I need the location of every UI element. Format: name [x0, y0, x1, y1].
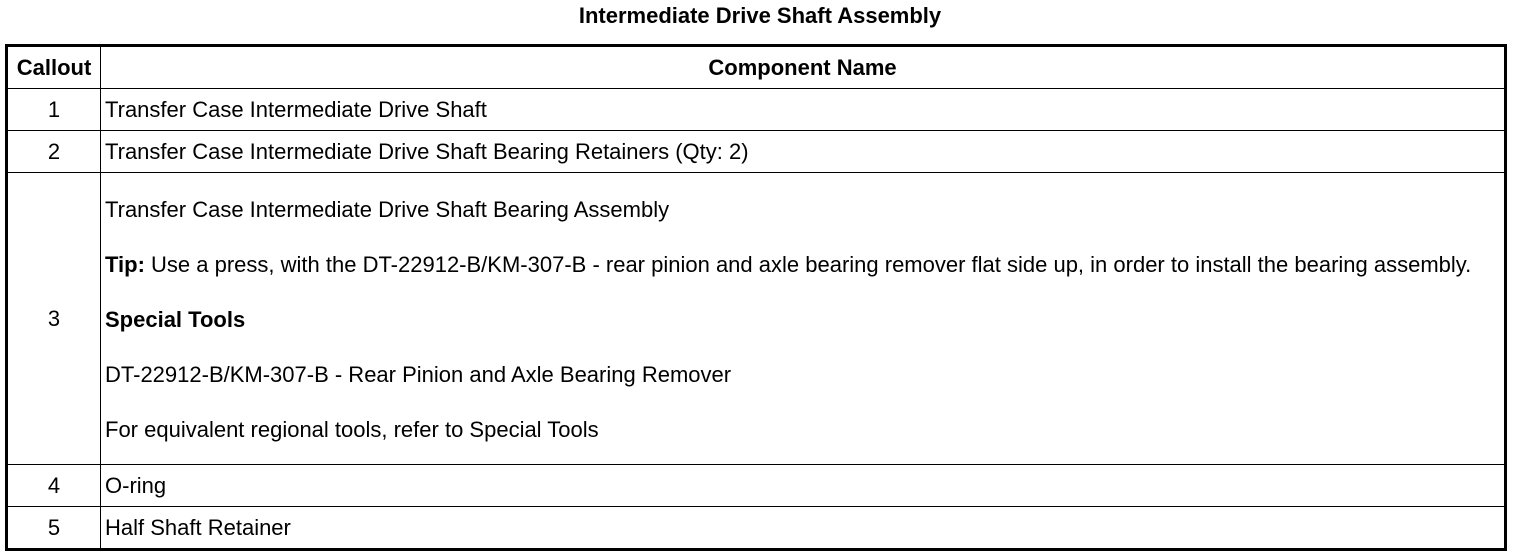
tip-label: Tip: — [105, 251, 145, 277]
table-row — [7, 465, 1506, 507]
component-name-cell: Transfer Case Intermediate Drive Shaft — [101, 89, 1506, 131]
table-row — [7, 507, 1506, 550]
callout-cell: 5 — [7, 507, 101, 550]
component-name-cell: O-ring — [101, 465, 1506, 507]
special-tool-item: DT-22912-B/KM-307-B - Rear Pinion and Axle Bearing Remover — [105, 361, 732, 387]
callout-cell: 1 — [7, 89, 101, 131]
table-row — [7, 173, 1506, 465]
special-tools-heading: Special Tools — [105, 306, 246, 332]
component-name-cell — [101, 173, 1506, 465]
component-table — [5, 44, 1507, 551]
tip-paragraph — [105, 250, 1498, 279]
regional-tools-note: For equivalent regional tools, refer to Special Tools — [105, 416, 599, 442]
table-row — [7, 89, 1506, 131]
component-name-cell: Half Shaft Retainer — [101, 507, 1506, 550]
component-name-cell: Transfer Case Intermediate Drive Shaft Bearing Retainers (Qty: 2) — [101, 131, 1506, 173]
callout-cell: 4 — [7, 465, 101, 507]
callout-column-header: Callout — [7, 46, 101, 89]
callout-cell: 3 — [7, 173, 101, 465]
callout-cell: 2 — [7, 131, 101, 173]
table-header-row — [7, 46, 1506, 89]
component-name: Transfer Case Intermediate Drive Shaft Bearing Assembly — [105, 196, 670, 222]
component-name-column-header: Component Name — [101, 46, 1506, 89]
page-title: Intermediate Drive Shaft Assembly — [578, 3, 942, 28]
tip-text: Use a press, with the DT-22912-B/KM-307-B - rear pinion and axle bearing remover flat side up, in order to install the bearing assembly. — [144, 251, 1472, 277]
table-row — [7, 131, 1506, 173]
